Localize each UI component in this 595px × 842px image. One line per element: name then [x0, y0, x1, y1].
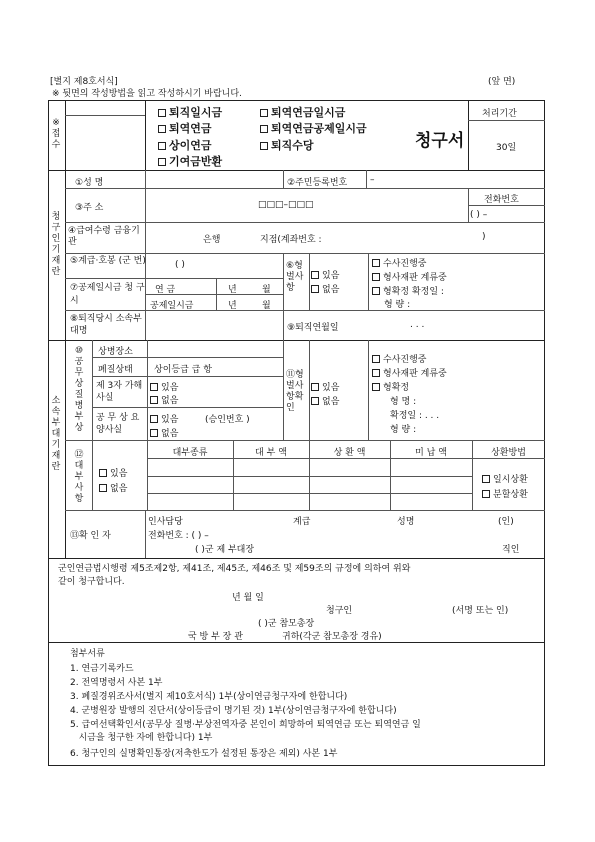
- option-contribution-refund[interactable]: 기여금반환: [158, 153, 222, 169]
- criminal-opt-sentence: 형 량 :: [384, 300, 411, 310]
- attachment-item: 6. 청구인의 실명확인통장(저축한도가 설정된 통장은 제외) 사본 1부: [70, 749, 338, 759]
- unit-criminal-date: 확정일 : . . .: [390, 411, 440, 421]
- lump-label: 공제일시금: [150, 301, 194, 311]
- approval-number: (승인번호 ): [205, 415, 250, 425]
- repay-installment[interactable]: 분할상환: [482, 487, 528, 500]
- option-disability-pension[interactable]: 상이연금: [158, 137, 212, 153]
- rrn-label: ②주민등록번호: [287, 178, 348, 188]
- unit-criminal-opt-investigation[interactable]: 수사진행중: [372, 352, 426, 365]
- unit-criminal-sentence: 형 량 :: [390, 425, 417, 435]
- checkbox[interactable]: [99, 469, 107, 477]
- criminal-label: ⑥형벌사항: [286, 261, 304, 293]
- option-pension-lump[interactable]: 퇴역연금일시금: [260, 104, 345, 120]
- receipt-label: ※접수: [51, 118, 61, 150]
- rrn-dash: –: [370, 175, 375, 185]
- loan-col-amount: 대 부 액: [255, 448, 287, 458]
- officer-name: 성명: [397, 517, 415, 527]
- attachments-title: 첨부서류: [70, 649, 105, 659]
- officer-rank: 계급: [293, 517, 311, 527]
- retire-date-dots: . . .: [410, 320, 425, 330]
- injury-row-treatment: 공 무 상 요양사실: [96, 413, 140, 435]
- attachment-item: 시금을 청구한 자에 한합니다) 1부: [70, 733, 213, 743]
- checkbox[interactable]: [372, 273, 380, 281]
- checkbox[interactable]: [311, 397, 319, 405]
- declaration-to: 귀하(각군 참모총장 경유): [282, 632, 382, 642]
- attachment-item: 1. 연금기록카드: [70, 664, 134, 674]
- checkbox[interactable]: [150, 429, 158, 437]
- unit-criminal-yes[interactable]: 있음: [311, 380, 339, 393]
- checkbox[interactable]: [372, 355, 380, 363]
- pension-label: 연 금: [155, 285, 176, 295]
- loan-label: ⑫대부사항: [74, 450, 84, 504]
- page-side: (앞 면): [488, 77, 516, 87]
- criminal-yes[interactable]: 있음: [311, 268, 339, 281]
- loan-col-type: 대부종류: [172, 448, 208, 458]
- checkbox[interactable]: [150, 415, 158, 423]
- bank-unit: 은행: [203, 235, 221, 245]
- treatment-yes[interactable]: 있음: [150, 412, 178, 425]
- declaration-chief: ( )군 참모총장: [258, 619, 315, 629]
- treatment-no[interactable]: 없음: [150, 426, 178, 439]
- criminal-opt-confirmed[interactable]: 형확정 확정일 :: [372, 284, 444, 297]
- repay-lump[interactable]: 일시상환: [482, 472, 528, 485]
- name-label: ①성 명: [75, 178, 104, 188]
- criminal-confirm-label: ⑪형벌사항확인: [286, 370, 304, 413]
- injury-row-location: 상병장소: [98, 347, 133, 357]
- unit-criminal-no[interactable]: 없음: [311, 394, 339, 407]
- third-party-yes[interactable]: 있음: [150, 380, 178, 393]
- criminal-opt-trial[interactable]: 형사재판 계류중: [372, 270, 447, 283]
- year-label-2: 년: [228, 301, 237, 311]
- injury-row-disability: 폐질상태: [98, 365, 133, 375]
- attachment-item: 3. 폐질경위조사서(별지 제10호서식) 1부(상이연금청구자에 한합니다): [70, 692, 348, 702]
- unit-criminal-opt-trial[interactable]: 형사재판 계류중: [372, 366, 447, 379]
- checkbox[interactable]: [158, 142, 166, 150]
- loan-col-unpaid: 미 납 액: [415, 448, 447, 458]
- checkbox[interactable]: [158, 158, 166, 166]
- checkbox[interactable]: [311, 383, 319, 391]
- commander-line: ( )군 제 부대장: [195, 545, 255, 555]
- year-label-1: 년: [228, 285, 237, 295]
- option-retire-pension[interactable]: 퇴역연금: [158, 120, 212, 136]
- option-retire-lump[interactable]: 퇴직일시금: [158, 104, 222, 120]
- attachment-item: 2. 전역명령서 사본 1부: [70, 678, 163, 688]
- checkbox[interactable]: [372, 259, 380, 267]
- processing-value: 30일: [496, 143, 517, 153]
- month-label-1: 월: [262, 285, 271, 295]
- phone-label: 전화번호: [484, 195, 519, 205]
- bank-close: ): [482, 232, 486, 242]
- declaration-text-2: 같이 청구합니다.: [58, 577, 125, 587]
- declaration-minister: 국 방 부 장 관: [188, 632, 243, 642]
- unit-criminal-opt-confirmed[interactable]: 형확정: [372, 380, 409, 393]
- address-postcode: □□□–□□□: [258, 200, 314, 210]
- checkbox[interactable]: [260, 109, 268, 117]
- injury-row-third-party: 제 3자 가해사실: [96, 381, 143, 403]
- checkbox[interactable]: [150, 383, 158, 391]
- unit-label: ⑧퇴직당시 소속부대명: [70, 314, 142, 336]
- commander-title: 직인: [502, 545, 520, 555]
- criminal-opt-investigation[interactable]: 수사진행중: [372, 256, 426, 269]
- address-label: ③주 소: [75, 203, 104, 213]
- checkbox[interactable]: [372, 287, 380, 295]
- pay-label: ⑦공제일시금 청 구 시: [70, 283, 145, 306]
- rank-paren: ( ): [175, 260, 185, 270]
- bank-label: ④급여수령 금융기관: [68, 226, 140, 247]
- checkbox[interactable]: [158, 125, 166, 133]
- month-label-2: 월: [262, 301, 271, 311]
- claimant-section-label: 청구인기재란: [51, 212, 61, 277]
- checkbox[interactable]: [372, 383, 380, 391]
- loan-no[interactable]: 없음: [99, 481, 127, 494]
- form-number: [별지 제8호서식]: [50, 77, 118, 87]
- confirmer-label: ⑬확 인 자: [70, 531, 111, 541]
- checkbox[interactable]: [482, 490, 490, 498]
- form-title: 청구서: [415, 131, 465, 151]
- option-pension-deduct-lump[interactable]: 퇴역연금공제일시금: [260, 120, 367, 136]
- unit-section-label: 소속부대기재란: [51, 396, 61, 472]
- declaration-claimant: 청구인: [326, 606, 353, 616]
- checkbox[interactable]: [260, 142, 268, 150]
- officer-seal: (인): [498, 517, 514, 527]
- declaration-date: 년 월 일: [232, 593, 264, 603]
- retire-date-label: ⑨퇴직연월일: [287, 323, 339, 333]
- checkbox[interactable]: [482, 475, 490, 483]
- criminal-no[interactable]: 없음: [311, 282, 339, 295]
- processing-label: 처리기간: [482, 109, 517, 119]
- checkbox[interactable]: [150, 396, 158, 404]
- checkbox[interactable]: [99, 484, 107, 492]
- declaration-text-1: 군인연금법시행령 제5조제2항, 제41조, 제45조, 제46조 및 제59조의 규정에 의하여 위와: [58, 564, 411, 574]
- checkbox[interactable]: [158, 109, 166, 117]
- checkbox[interactable]: [372, 369, 380, 377]
- checkbox[interactable]: [311, 271, 319, 279]
- attachment-item: 4. 군병원장 발행의 진단서(상이등급이 명기된 것) 1부(상이연금청구자에 한합니다): [70, 706, 397, 716]
- checkbox[interactable]: [311, 285, 319, 293]
- unit-criminal-type: 형 명 :: [390, 397, 417, 407]
- bank-branch: 지점(계좌번호 :: [260, 235, 322, 245]
- third-party-no[interactable]: 없음: [150, 393, 178, 406]
- rank-label: ⑤계급·호봉 (군 번): [70, 256, 146, 266]
- loan-col-repaid: 상 환 액: [333, 448, 366, 458]
- notice-text: ※ 뒷면의 작성방법을 읽고 작성하시기 바랍니다.: [52, 89, 242, 99]
- loan-col-method: 상환방법: [491, 448, 526, 458]
- officer-label: 인사담당: [148, 517, 183, 527]
- loan-yes[interactable]: 있음: [99, 466, 127, 479]
- declaration-sign: (서명 또는 인): [452, 606, 509, 616]
- disability-grade: 상이등급 급 항: [154, 365, 212, 375]
- attachment-item: 5. 급여선택확인서(공무상 질병·부상전역자중 본인이 희망하여 퇴역연금 또는 퇴역연금 일: [70, 720, 421, 730]
- option-retire-allowance[interactable]: 퇴직수당: [260, 137, 314, 153]
- phone-format: ( ) –: [470, 210, 488, 220]
- checkbox[interactable]: [260, 125, 268, 133]
- injury-label: ⑩공무상질병부상: [74, 346, 84, 433]
- officer-phone: 전화번호 : ( ) –: [148, 531, 209, 541]
